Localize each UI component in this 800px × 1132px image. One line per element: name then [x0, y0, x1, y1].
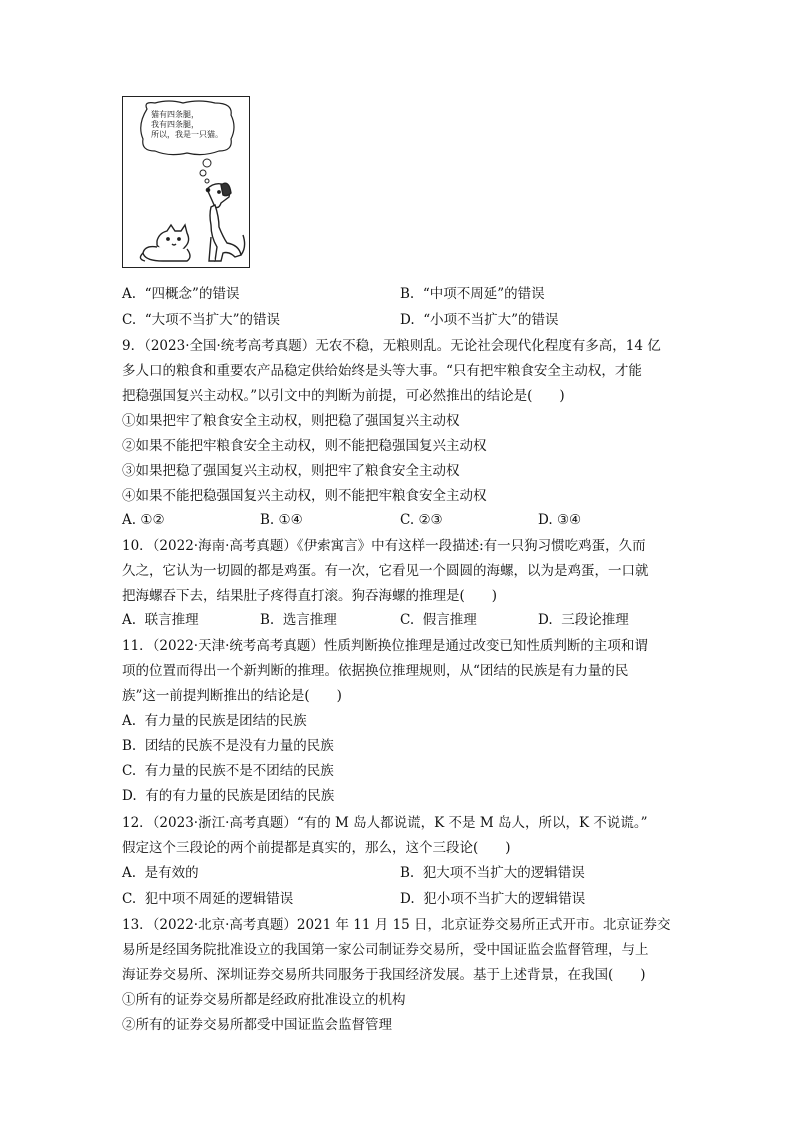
option-text: ①④ — [278, 512, 303, 528]
option-b[interactable] — [400, 863, 585, 883]
option-text: 犯大项不当扩大的逻辑错误 — [422, 865, 585, 881]
question-stem-line: 9．（2023·全国·统考高考真题）无农不稳，无粮则乱。无论社会现代化程度有多高，14 亿 — [122, 338, 661, 354]
bubble-dot — [205, 179, 209, 183]
option-a[interactable] — [122, 610, 199, 630]
dog-drawing — [206, 183, 244, 261]
option-d[interactable] — [538, 610, 629, 630]
option-text: ②③ — [418, 512, 443, 528]
option-letter: B. — [260, 612, 275, 628]
option-letter: B. — [400, 865, 415, 881]
question-stem-line: 多人口的粮食和重要农产品稳定供给始终是头等大事。“只有把牢粮食安全主动权，才能 — [122, 363, 642, 379]
option-text: 有力量的民族不是不团结的民族 — [144, 763, 334, 779]
question-stem-line: 13．（2022·北京·高考真题）2021 年 11 月 15 日，北京证券交易所正式开市。北京证券交 — [122, 917, 671, 933]
option-text: 是有效的 — [144, 865, 199, 881]
bubble-line: 所以，我是一只猫。 — [151, 130, 223, 139]
option-text: “四概念”的错误 — [144, 286, 240, 302]
question-stem-line: 把海螺吞下去，结果肚子疼得直打滚。狗吞海螺的推理是( ) — [122, 588, 498, 604]
option-text: 假言推理 — [422, 612, 477, 628]
statement-item: ①所有的证券交易所都是经政府批准设立的机构 — [122, 992, 406, 1008]
question-stem-line: 海证券交易所、深圳证券交易所共同服务于我国经济发展。基于上述背景，在我国( ) — [122, 967, 646, 983]
option-text: ③④ — [556, 512, 582, 528]
option-letter: A. — [122, 865, 137, 881]
cartoon-figure — [122, 96, 250, 268]
option-letter: D. — [538, 512, 553, 528]
question-stem-line: 10．（2022·海南·高考真题）《伊索寓言》中有这样一段描述:有一只狗习惯吃鸡蛋，久而 — [122, 538, 646, 554]
question-stem-line: 把稳强国复兴主动权。”以引文中的判断为前提，可必然推出的结论是( ) — [122, 388, 565, 404]
option-d[interactable] — [538, 510, 581, 530]
bubble-dot — [200, 170, 206, 176]
question-stem-line: 族”这一前提判断推出的结论是( ) — [122, 688, 342, 704]
option-c[interactable] — [400, 510, 443, 530]
option-letter: A. — [122, 612, 137, 628]
option-letter: C. — [400, 612, 415, 628]
option-text: 联言推理 — [144, 612, 199, 628]
option-letter: D. — [538, 612, 553, 628]
option-text: ①② — [140, 512, 165, 528]
option-d[interactable] — [400, 889, 585, 909]
option-text: “小项不当扩大”的错误 — [423, 312, 559, 328]
option-letter: A. — [122, 713, 137, 729]
option-b[interactable] — [260, 510, 303, 530]
question-stem-line: 假定这个三段论的两个前提都是真实的，那么，这个三段论( ) — [122, 840, 511, 856]
option-a[interactable] — [122, 510, 165, 530]
cat-drawing — [140, 225, 190, 261]
option-letter: D. — [400, 891, 415, 907]
option-text: “大项不当扩大”的错误 — [144, 312, 281, 328]
bubble-line: 猫有四条腿， — [151, 110, 199, 119]
option-c[interactable] — [122, 889, 293, 909]
question-stem-line: 久之，它认为一切圆的都是鸡蛋。有一次，它看见一个圆圆的海螺，以为是鸡蛋，一口就 — [122, 563, 649, 579]
bubble-line: 我有四条腿， — [151, 120, 199, 129]
statement-item: ②如果不能把牢粮食安全主动权，则不能把稳强国复兴主动权 — [122, 438, 487, 454]
option-text: 犯小项不当扩大的逻辑错误 — [423, 891, 586, 907]
option-a[interactable] — [122, 863, 199, 883]
question-stem-line: 12．（2023·浙江·高考真题）“有的 M 岛人都说谎，K 不是 M 岛人，所以，K 不说谎。” — [122, 815, 648, 831]
option-b[interactable] — [260, 610, 337, 630]
statement-item: ②所有的证券交易所都受中国证监会监督管理 — [122, 1017, 392, 1033]
option-letter: C. — [122, 312, 137, 328]
option-letter: B. — [400, 286, 415, 302]
question-stem-line: 项的位置而得出一个新判断的推理。依据换位推理规则，从“团结的民族是有力量的民 — [122, 663, 629, 679]
bubble-dot — [203, 159, 211, 167]
statement-item: ①如果把牢了粮食安全主动权，则把稳了强国复兴主动权 — [122, 413, 460, 429]
option-c[interactable] — [122, 761, 334, 781]
question-stem-line: 易所是经国务院批准设立的我国第一家公司制证券交易所，受中国证监会监督管理，与上 — [122, 942, 649, 958]
option-text: 有力量的民族是团结的民族 — [144, 713, 307, 729]
option-text: 犯中项不周延的逻辑错误 — [144, 891, 294, 907]
option-letter: B. — [122, 738, 137, 754]
option-a[interactable] — [122, 711, 307, 731]
option-letter: C. — [122, 891, 137, 907]
option-letter: B. — [260, 512, 275, 528]
option-letter: A. — [122, 512, 137, 528]
option-letter: A. — [122, 286, 137, 302]
option-c[interactable] — [122, 310, 280, 330]
option-c[interactable] — [400, 610, 477, 630]
thought-bubble-text — [151, 110, 233, 140]
option-letter: D. — [400, 312, 415, 328]
option-text: 选言推理 — [282, 612, 337, 628]
option-text: 团结的民族不是没有力量的民族 — [144, 738, 334, 754]
option-letter: C. — [122, 763, 137, 779]
statement-item: ④如果不能把稳强国复兴主动权，则不能把牢粮食安全主动权 — [122, 488, 487, 504]
option-text: 有的有力量的民族是团结的民族 — [145, 788, 335, 804]
option-text: 三段论推理 — [561, 612, 629, 628]
option-b[interactable] — [400, 284, 545, 304]
option-d[interactable] — [400, 310, 559, 330]
option-letter: C. — [400, 512, 415, 528]
option-b[interactable] — [122, 736, 334, 756]
option-text: “中项不周延”的错误 — [422, 286, 545, 302]
option-d[interactable] — [122, 786, 334, 806]
option-a[interactable] — [122, 284, 239, 304]
statement-item: ③如果把稳了强国复兴主动权，则把牢了粮食安全主动权 — [122, 463, 460, 479]
option-letter: D. — [122, 788, 137, 804]
question-stem-line: 11．（2022·天津·统考高考真题）性质判断换位推理是通过改变已知性质判断的主项和谓 — [122, 638, 648, 654]
